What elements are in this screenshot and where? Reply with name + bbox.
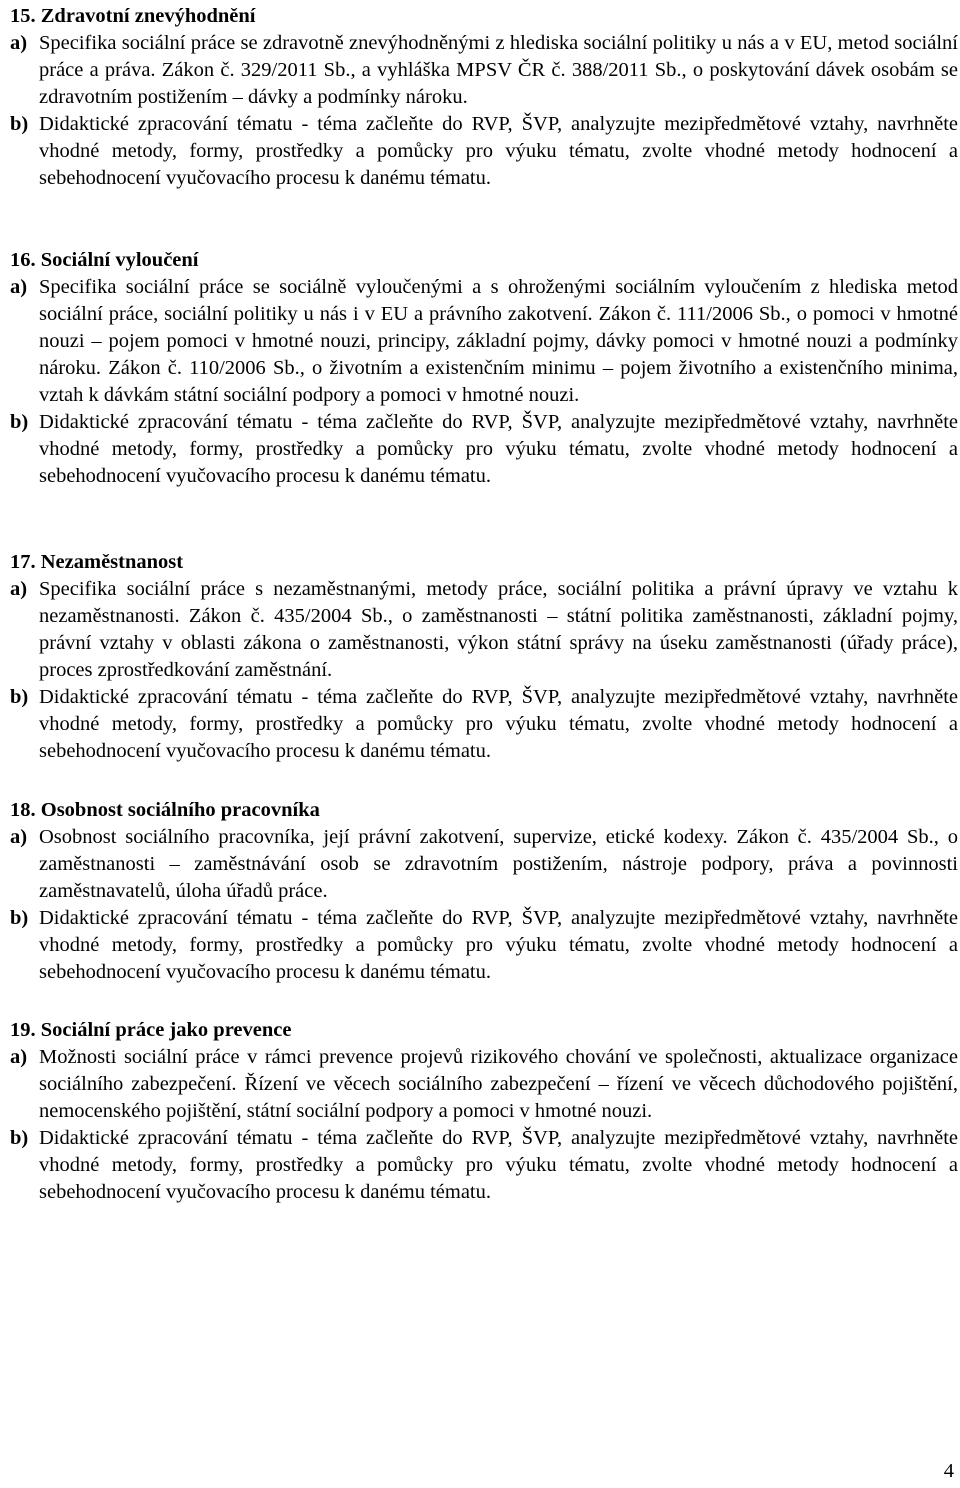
- section-title: Zdravotní znevýhodnění: [40, 5, 256, 27]
- item-b: [10, 905, 958, 986]
- item-letter: b): [10, 1127, 29, 1149]
- section-17: [10, 548, 958, 765]
- section-heading: [10, 246, 958, 274]
- item-letter: a): [10, 1046, 28, 1068]
- section-19: [10, 1016, 958, 1206]
- item-text: Didaktické zpracování tématu - téma začleňte do RVP, ŠVP, analyzujte mezipředmětové vztahy, navrhněte vhodné metody, formy, prostředky a pomůcky pro výuku tématu, zvolte vhodné metody hodnocení a sebehodnocení vyučovacího procesu k danému tématu.: [39, 907, 958, 983]
- item-letter: b): [10, 113, 29, 135]
- item-b: [10, 684, 958, 765]
- item-letter: b): [10, 686, 29, 708]
- item-b: [10, 409, 958, 490]
- item-a: [10, 30, 958, 111]
- section-title: Sociální práce jako prevence: [40, 1019, 292, 1041]
- item-letter: a): [10, 32, 28, 54]
- item-a: [10, 1044, 958, 1125]
- item-text: Didaktické zpracování tématu - téma začleňte do RVP, ŠVP, analyzujte mezipředmětové vztahy, navrhněte vhodné metody, formy, prostředky a pomůcky pro výuku tématu, zvolte vhodné metody hodnocení a sebehodnocení vyučovacího procesu k danému tématu.: [39, 113, 958, 189]
- section-number: 15.: [10, 5, 36, 27]
- item-letter: a): [10, 578, 28, 600]
- item-text: Didaktické zpracování tématu - téma začleňte do RVP, ŠVP, analyzujte mezipředmětové vztahy, navrhněte vhodné metody, formy, prostředky a pomůcky pro výuku tématu, zvolte vhodné metody hodnocení a sebehodnocení vyučovacího procesu k danému tématu.: [39, 1127, 958, 1203]
- section-18: [10, 796, 958, 986]
- item-b: [10, 111, 958, 192]
- item-text: Specifika sociální práce s nezaměstnanými, metody práce, sociální politika a právní úpravy ve vztahu k nezaměstnanosti. Zákon č. 435/2004 Sb., o zaměstnanosti – státní politika zaměstnanosti, základní pojmy, právní vztahy v oblasti zákona o zaměstnanosti, výkon státní správy na úseku zaměstnanosti (úřady práce), proces zprostředkování zaměstnání.: [39, 578, 958, 681]
- item-text: Didaktické zpracování tématu - téma začleňte do RVP, ŠVP, analyzujte mezipředmětové vztahy, navrhněte vhodné metody, formy, prostředky a pomůcky pro výuku tématu, zvolte vhodné metody hodnocení a sebehodnocení vyučovacího procesu k danému tématu.: [39, 411, 958, 487]
- section-number: 18.: [10, 799, 36, 821]
- section-title: Sociální vyloučení: [40, 249, 199, 271]
- item-letter: a): [10, 276, 28, 298]
- section-heading: [10, 1016, 958, 1044]
- section-15: [10, 2, 958, 192]
- item-letter: b): [10, 907, 29, 929]
- item-text: Možnosti sociální práce v rámci prevence projevů rizikového chování ve společnosti, aktualizace organizace sociálního zabezpečení. Řízení ve věcech sociálního zabezpečení – řízení ve věcech důchodového pojištění, nemocenského pojištění, státní sociální podpory a pomoci v hmotné nouzi.: [39, 1046, 958, 1122]
- page-number: 4: [943, 1460, 954, 1482]
- section-heading: [10, 2, 958, 30]
- section-number: 19.: [10, 1019, 36, 1041]
- item-text: Osobnost sociálního pracovníka, její právní zakotvení, supervize, etické kodexy. Zákon č. 435/2004 Sb., o zaměstnanosti – zaměstnávání osob se zdravotním postižením, nástroje podpory, práva a povinnosti zaměstnavatelů, úloha úřadů práce.: [39, 826, 958, 902]
- section-number: 16.: [10, 249, 36, 271]
- section-title: Nezaměstnanost: [40, 551, 184, 573]
- item-letter: b): [10, 411, 29, 433]
- section-title: Osobnost sociálního pracovníka: [40, 799, 320, 821]
- item-a: [10, 576, 958, 684]
- section-number: 17.: [10, 551, 36, 573]
- section-16: [10, 246, 958, 490]
- item-a: [10, 274, 958, 409]
- item-a: [10, 824, 958, 905]
- item-b: [10, 1125, 958, 1206]
- item-text: Didaktické zpracování tématu - téma začleňte do RVP, ŠVP, analyzujte mezipředmětové vztahy, navrhněte vhodné metody, formy, prostředky a pomůcky pro výuku tématu, zvolte vhodné metody hodnocení a sebehodnocení vyučovacího procesu k danému tématu.: [39, 686, 958, 762]
- section-heading: [10, 548, 958, 576]
- item-text: Specifika sociální práce se zdravotně znevýhodněnými z hlediska sociální politiky u nás a v EU, metod sociální práce a práva. Zákon č. 329/2011 Sb., a vyhláška MPSV ČR č. 388/2011 Sb., o poskytování dávek osobám se zdravotním postižením – dávky a podmínky nároku.: [39, 32, 958, 108]
- section-heading: [10, 796, 958, 824]
- item-letter: a): [10, 826, 28, 848]
- item-text: Specifika sociální práce se sociálně vyloučenými a s ohroženými sociálním vyloučením z hlediska metod sociální práce, sociální politiky u nás i v EU a právního zakotvení. Zákon č. 111/2006 Sb., o pomoci v hmotné nouzi – pojem pomoci v hmotné nouzi, principy, základní pojmy, dávky pomoci v hmotné nouzi a podmínky nároku. Zákon č. 110/2006 Sb., o životním a existenčním minimu – pojem životního a existenčního minima, vztah k dávkám státní sociální podpory a pomoci v hmotné nouzi.: [39, 276, 958, 406]
